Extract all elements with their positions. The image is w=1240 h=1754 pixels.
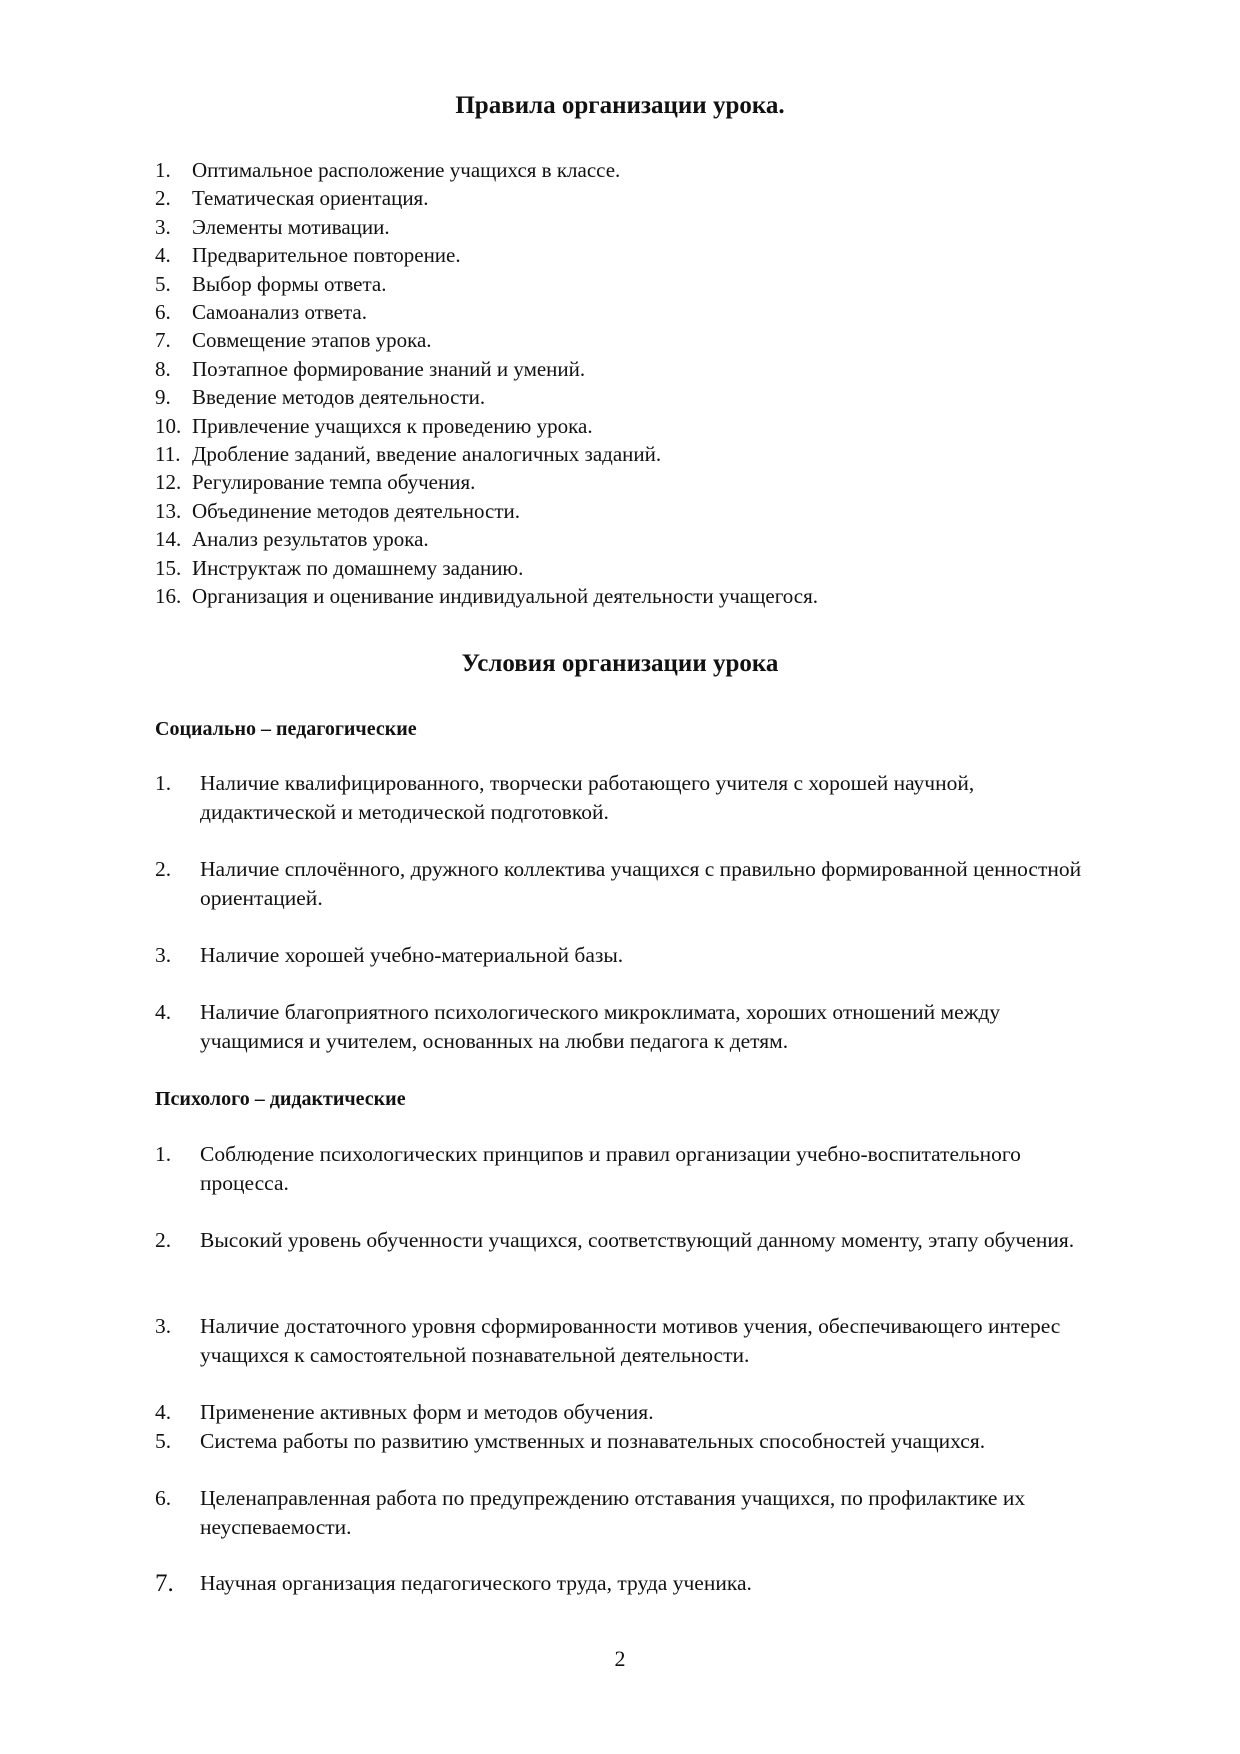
- list-item: 11. Дробление заданий, введение аналогичных заданий.: [155, 442, 662, 467]
- social-item: 2. Наличие сплочённого, дружного коллектива учащихся с правильно формированной ценностной ориентацией.: [155, 857, 1082, 910]
- psych-item: 7. Научная организация педагогического труда, труда ученика.: [155, 1570, 752, 1597]
- list-item: 5. Выбор формы ответа.: [155, 271, 387, 296]
- psych-item: 6. Целенаправленная работа по предупреждению отставания учащихся, по профилактике их неуспеваемости.: [155, 1486, 1026, 1539]
- psych-item: 3. Наличие достаточного уровня сформированности мотивов учения, обеспечивающего интерес учащихся к самостоятельной познавательной деятельности.: [155, 1314, 1061, 1367]
- list-item: 8. Поэтапное формирование знаний и умений.: [155, 356, 586, 381]
- list-item: 14. Анализ результатов урока.: [155, 527, 429, 552]
- list-item: 1. Оптимальное расположение учащихся в классе.: [155, 158, 621, 182]
- list-item: 6. Самоанализ ответа.: [155, 300, 367, 325]
- social-heading: Социально – педагогические: [155, 718, 417, 740]
- list-item: 16. Организация и оценивание индивидуальной деятельности учащегося.: [155, 584, 819, 609]
- social-item: 4. Наличие благоприятного психологического микроклимата, хороших отношений между учащимися и учителем, основанных на любви педагога к детям.: [155, 1000, 1001, 1053]
- list-item: 3. Элементы мотивации.: [155, 214, 390, 239]
- list-item: 12. Регулирование темпа обучения.: [155, 470, 476, 495]
- list-item: 9. Введение методов деятельности.: [155, 385, 486, 410]
- rules-list: [155, 156, 818, 611]
- social-item: 3. Наличие хорошей учебно-материальной базы.: [155, 943, 624, 967]
- list-item: 2. Тематическая ориентация.: [155, 186, 429, 211]
- page-number: 2: [614, 1646, 626, 1671]
- list-item: 13. Объединение методов деятельности.: [155, 498, 520, 523]
- rules-title: Правила организации урока.: [455, 92, 785, 119]
- psych-item: 1. Соблюдение психологических принципов и правил организации учебно-воспитательного процесса.: [155, 1142, 1021, 1195]
- psych-item: 4. Применение активных форм и методов обучения.: [155, 1400, 654, 1424]
- list-item: 7. Совмещение этапов урока.: [155, 328, 432, 353]
- psych-item: 5. Система работы по развитию умственных и познавательных способностей учащихся.: [155, 1429, 986, 1453]
- list-item: 4. Предварительное повторение.: [155, 243, 461, 268]
- conditions-title: Условия организации урока: [461, 650, 779, 677]
- psych-heading: Психолого – дидактические: [155, 1088, 406, 1110]
- list-item: 10. Привлечение учащихся к проведению урока.: [155, 413, 593, 438]
- psych-item: 2. Высокий уровень обученности учащихся, соответствующий данному моменту, этапу обучения.: [155, 1228, 1075, 1252]
- social-item: 1. Наличие квалифицированного, творчески работающего учителя с хорошей научной, дидактической и методической подготовкой.: [155, 771, 975, 824]
- list-item: 15. Инструктаж по домашнему заданию.: [155, 555, 524, 580]
